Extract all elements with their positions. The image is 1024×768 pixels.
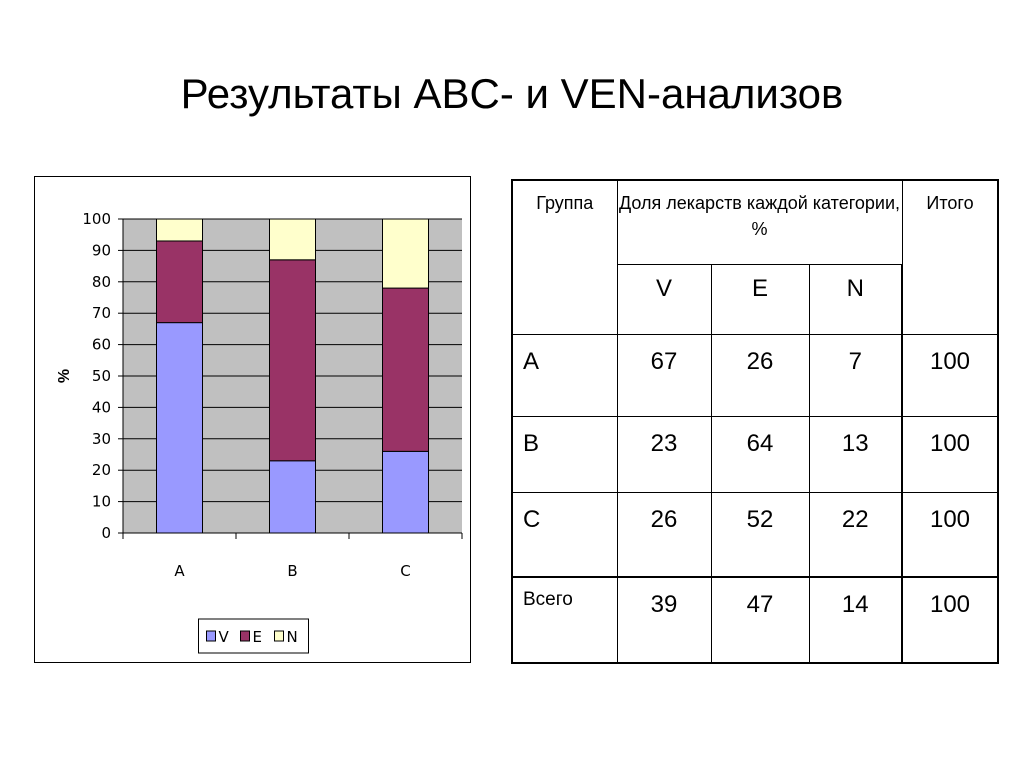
cell-value: 52	[711, 492, 809, 577]
bar-V-C	[383, 451, 429, 533]
cell-total: 100	[902, 416, 998, 492]
bar-N-C	[383, 219, 429, 288]
x-tick-label: B	[287, 562, 298, 580]
y-tick-label: 30	[91, 429, 111, 448]
cell-value: 47	[711, 577, 809, 663]
legend-label: N	[286, 628, 298, 646]
y-tick-label: 0	[101, 524, 111, 542]
legend-label: V	[218, 628, 229, 646]
x-tick-label: A	[174, 562, 185, 580]
legend-swatch-V	[207, 631, 216, 641]
y-axis-label: %	[56, 368, 73, 384]
bar-E-B	[270, 260, 316, 461]
y-tick-label: 90	[91, 241, 111, 260]
subheader-n: N	[809, 264, 902, 334]
cell-value: 7	[809, 334, 902, 416]
bar-V-B	[270, 461, 316, 533]
cell-value: 22	[809, 492, 902, 577]
y-tick-label: 20	[91, 461, 111, 480]
bar-N-B	[270, 219, 316, 260]
chart-canvas	[35, 177, 472, 664]
table-row	[512, 334, 998, 416]
y-tick-label: 100	[82, 210, 111, 228]
cell-value: 67	[617, 334, 711, 416]
subheader-v: V	[617, 264, 711, 334]
stacked-bar-chart	[34, 176, 471, 663]
x-tick-label: C	[400, 562, 411, 580]
bar-E-C	[383, 288, 429, 451]
cell-value: 14	[809, 577, 902, 663]
row-label: B	[512, 416, 617, 492]
row-label: Всего	[512, 577, 617, 663]
table-row	[512, 492, 998, 577]
y-tick-label: 10	[91, 492, 111, 511]
total-header: Итого	[902, 180, 998, 334]
subheader-e: E	[711, 264, 809, 334]
bar-V-A	[157, 323, 203, 533]
table-row	[512, 577, 998, 663]
cell-value: 26	[617, 492, 711, 577]
cell-total: 100	[902, 577, 998, 663]
group-header: Группа	[512, 180, 617, 334]
bar-N-A	[157, 219, 203, 241]
legend-swatch-E	[241, 631, 250, 641]
y-tick-label: 70	[91, 304, 111, 323]
legend-label: E	[252, 628, 262, 646]
slide-title: Результаты ABC- и VEN-анализов	[180, 70, 844, 117]
row-label: A	[512, 334, 617, 416]
cell-total: 100	[902, 492, 998, 577]
share-header: Доля лекарств каждой категории, %	[617, 180, 902, 264]
cell-value: 39	[617, 577, 711, 663]
cell-total: 100	[902, 334, 998, 416]
cell-value: 23	[617, 416, 711, 492]
data-table	[511, 179, 999, 664]
legend-swatch-N	[275, 631, 284, 641]
y-tick-label: 40	[91, 398, 111, 417]
y-tick-label: 50	[91, 367, 111, 385]
cell-value: 13	[809, 416, 902, 492]
bar-E-A	[157, 241, 203, 323]
y-tick-label: 60	[91, 335, 111, 354]
y-tick-label: 80	[91, 272, 111, 291]
table-row	[512, 416, 998, 492]
cell-value: 26	[711, 334, 809, 416]
row-label: C	[512, 492, 617, 577]
cell-value: 64	[711, 416, 809, 492]
